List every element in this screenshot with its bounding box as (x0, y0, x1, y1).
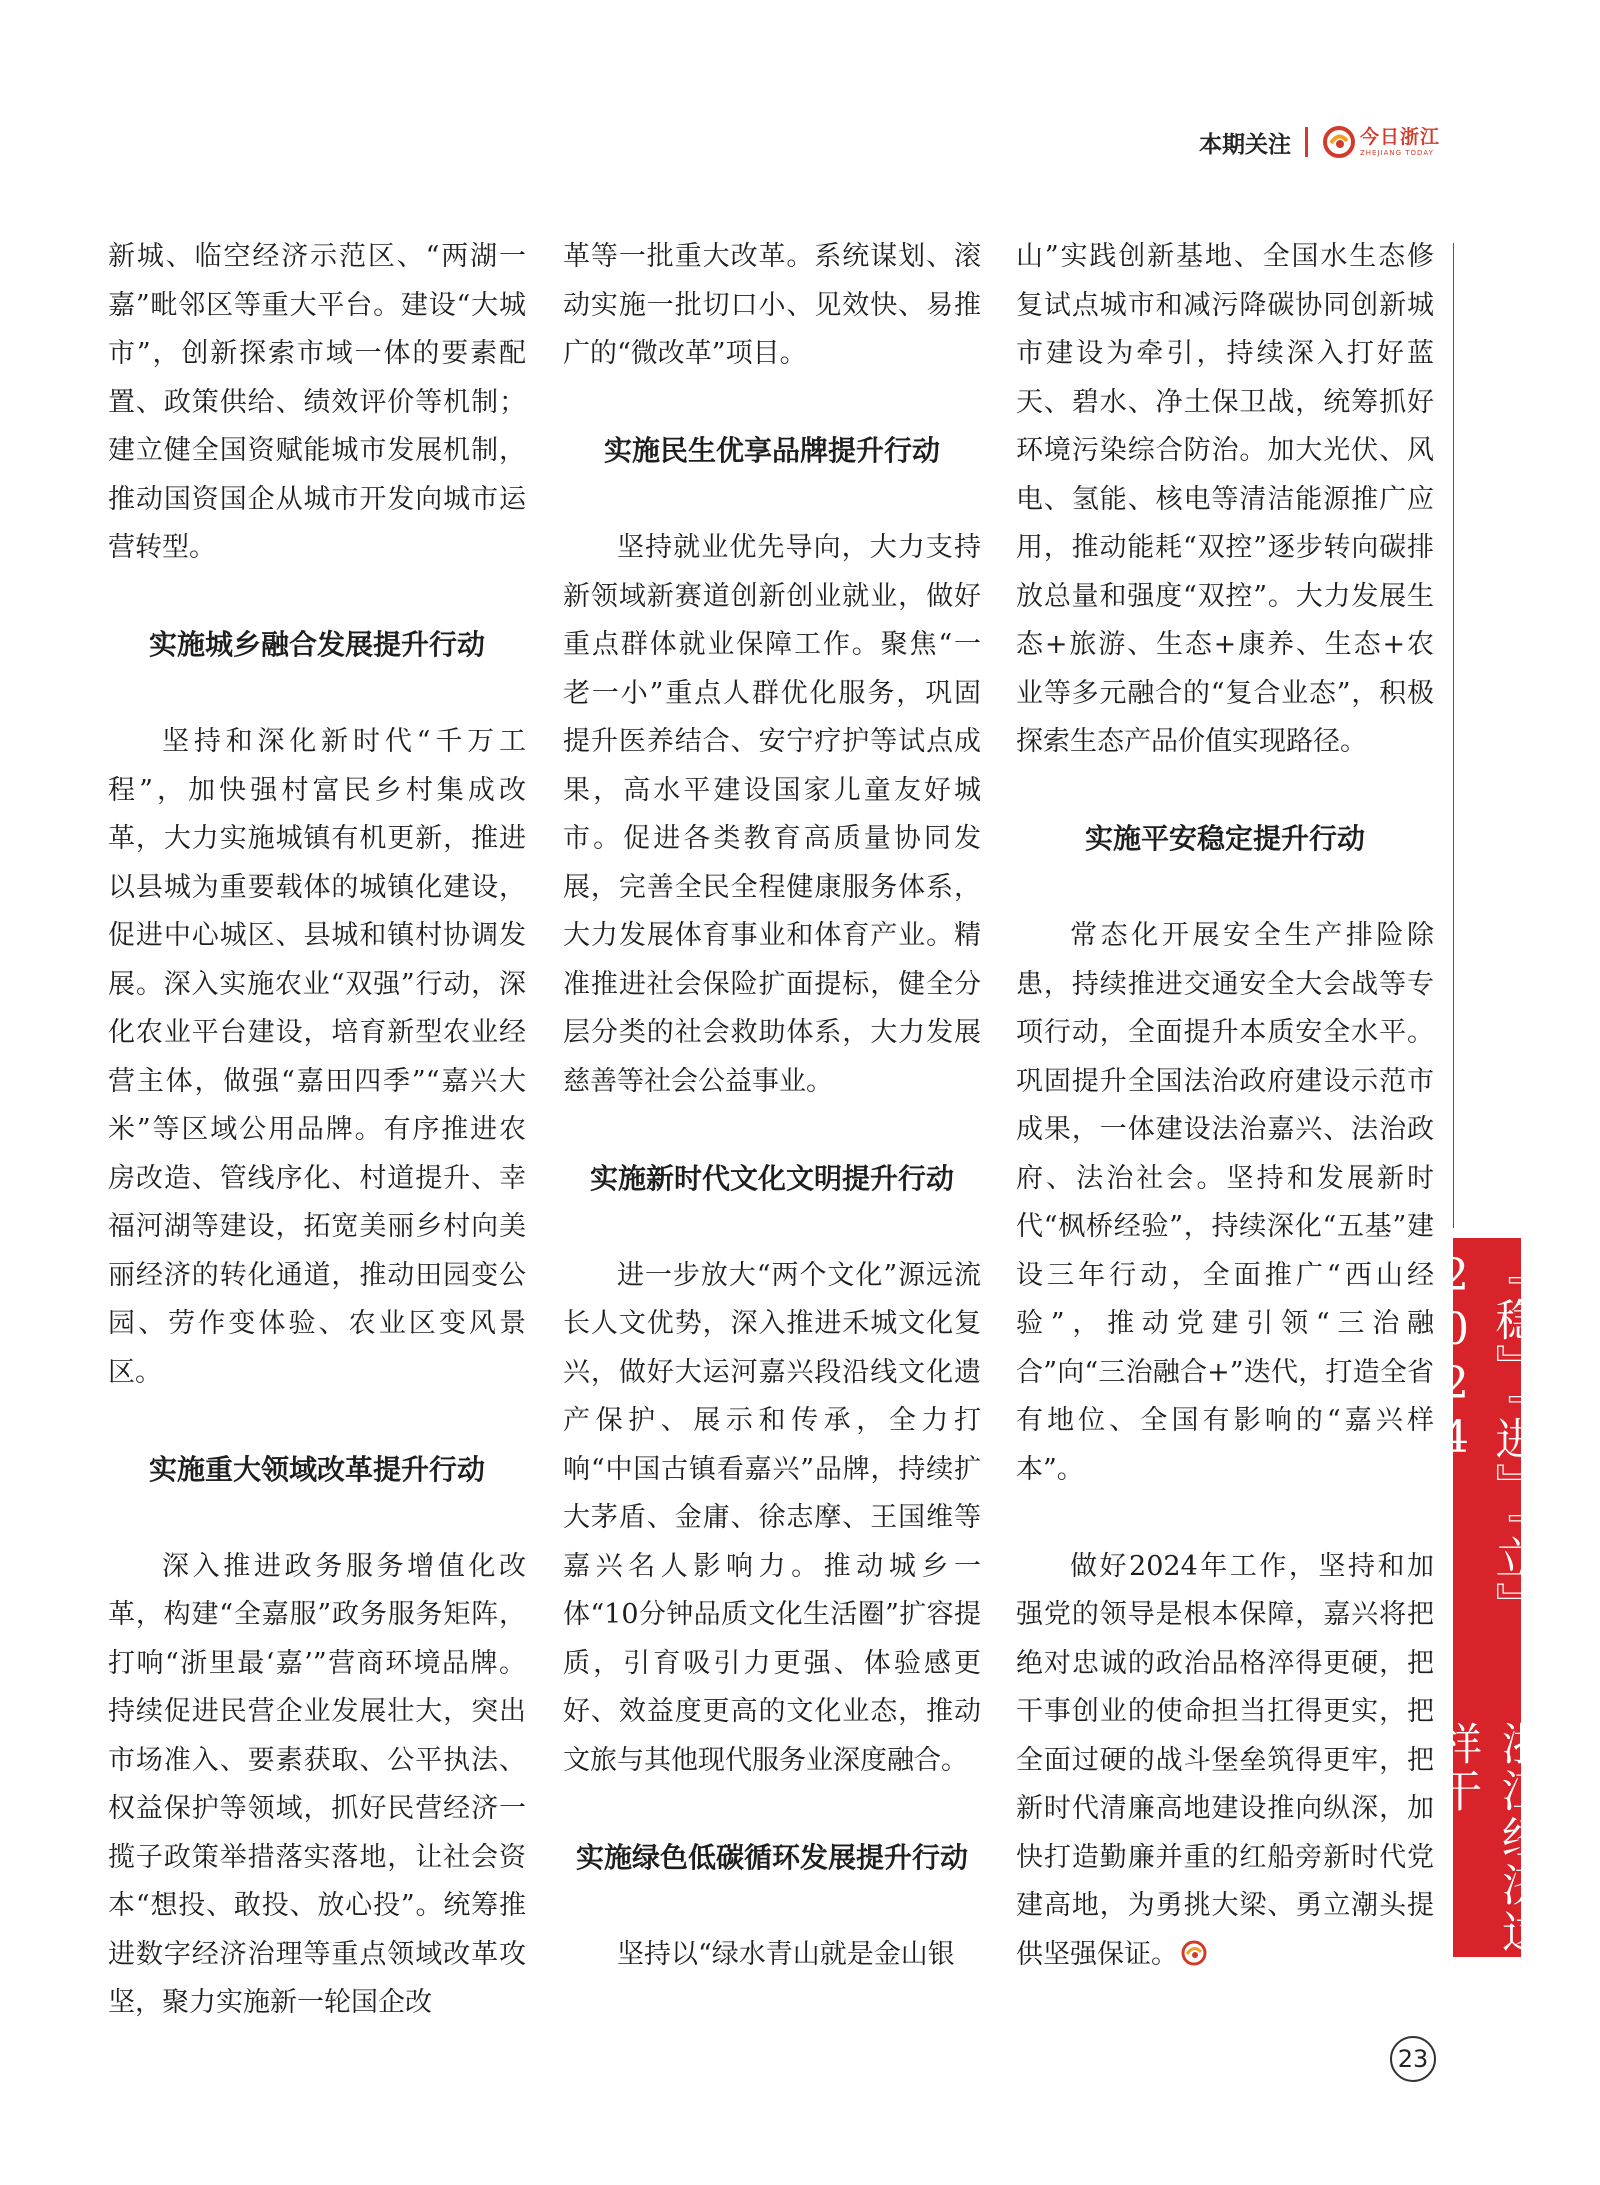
text-column-3 (1016, 233, 1434, 1979)
paragraph: 坚持就业优先导向，大力支持新领域新赛道创新创业就业，做好重点群体就业保障工作。聚焦“一老一小”重点人群优化服务，巩固提升医养结合、安宁疗护等试点成果，高水平建设国家儿童友好城市。促进各类教育高质量协同发展，完善全民全程健康服务体系，大力发展体育事业和体育产业。精准推进社会保险扩面提标，健全分层分类的社会救助体系，大力发展慈善等社会公益事业。 (563, 532, 981, 1097)
paragraph: 坚持以“绿水青山就是金山银 (617, 1938, 955, 1970)
page-number: 23 (1390, 2036, 1436, 2082)
paragraph: 常态化开展安全生产排险除患，持续推进交通安全大会战等专项行动，全面提升本质安全水平。巩固提升全国法治政府建设示范市成果，一体建设法治嘉兴、法治政府、法治社会。坚持和发展新时代“枫桥经验”，持续深化“五基”建设三年行动，全面推广“西山经验”，推动党建引领“三治融合”向“三治融合+”迭代，打造全省有地位、全国有影响的“嘉兴样本”。 (1016, 920, 1434, 1485)
section-heading: 实施新时代文化文明提升行动 (589, 1161, 954, 1195)
logo-chinese-text: 今日浙江 (1359, 125, 1440, 148)
paragraph: 进一步放大“两个文化”源远流长人文优势，深入推进禾城文化复兴，做好大运河嘉兴段沿线文化遗产保护、展示和传承，全力打响“中国古镇看嘉兴”品牌，持续扩大茅盾、金庸、徐志摩、王国维等嘉兴名人影响力。推动城乡一体“10分钟品质文化生活圈”扩容提质，引育吸引力更强、体验感更好、效益度更高的文化业态，推动文旅与其他现代服务业深度融合。 (563, 1259, 981, 1776)
paragraph: 山”实践创新基地、全国水生态修复试点城市和减污降碳协同创新城市建设为牵引，持续深入打好蓝天、碧水、净土保卫战，统筹抓好环境污染综合防治。加大光伏、风电、氢能、核电等清洁能源推广应用，推动能耗“双控”逐步转向碳排放总量和强度“双控”。大力发展生态+旅游、生态+康养、生态+农业等多元融合的“复合业态”，积极探索生态产品价值实现路径。 (1016, 241, 1434, 757)
section-label: 本期关注 (1198, 131, 1291, 158)
magazine-logo (1322, 125, 1440, 159)
side-banner (1429, 1238, 1545, 1957)
section-heading: 实施平安稳定提升行动 (1084, 822, 1365, 855)
paragraph: 坚持和深化新时代“千万工程”，加快强村富民乡村集成改革，大力实施城镇有机更新，推进以县城为重要载体的城镇化建设，促进中心城区、县城和镇村协调发展。深入实施农业“双强”行动，深化农业平台建设，培育新型农业经营主体，做强“嘉田四季”“嘉兴大米”等区域公用品牌。有序推进农房改造、管线序化、村道提升、幸福河湖等建设，拓宽美丽乡村向美丽经济的转化通道，推动田园变公园、劳作变体验、农业区变风景区。 (108, 726, 526, 1388)
closing-paragraph (1016, 1543, 1434, 1980)
text-column-2 (563, 233, 981, 1979)
header-divider (1305, 127, 1308, 157)
column-divider-line (1453, 243, 1454, 1228)
section-heading: 实施民生优享品牌提升行动 (603, 434, 940, 467)
swirl-logo-icon (1322, 125, 1356, 159)
closing-text: 做好2024年工作，坚持和加强党的领导是根本保障，嘉兴将把绝对忠诚的政治品格淬得更硬，把干事创业的使命担当扛得更实，把全面过硬的战斗堡垒筑得更牢，把新时代清廉高地建设推向纵深，加快打造勤廉并重的红船旁新时代党建高地，为勇挑大梁、勇立潮头提供坚强保证。 (1016, 1550, 1434, 1970)
side-banner-title: 『稳』『进』『立』2024 (1429, 1250, 1539, 1629)
section-heading: 实施绿色低碳循环发展提升行动 (575, 1840, 968, 1874)
page-header (1199, 124, 1440, 160)
side-banner-subtitle: 浙江经济这样干 (1430, 1720, 1545, 1956)
paragraph: 新城、临空经济示范区、“两湖一嘉”毗邻区等重大平台。建设“大城市”，创新探索市域一体的要素配置、政策供给、绩效评价等机制；建立健全国资赋能城市发展机制，推动国资国企从城市开发向城市运营转型。 (108, 241, 526, 563)
paragraph: 革等一批重大改革。系统谋划、滚动实施一批切口小、见效快、易推广的“微改革”项目。 (563, 241, 981, 369)
paragraph: 深入推进政务服务增值化改革，构建“全嘉服”政务服务矩阵，打响“浙里最‘嘉’”营商环境品牌。持续促进民营企业发展壮大，突出市场准入、要素获取、公平执法、权益保护等领域，抓好民营经济一揽子政策举措落实落地，让社会资本“想投、敢投、放心投”。统筹推进数字经济治理等重点领域改革攻坚，聚力实施新一轮国企改 (108, 1550, 526, 2018)
section-heading: 实施城乡融合发展提升行动 (148, 628, 485, 661)
logo-english-text: ZHEJIANG TODAY (1359, 148, 1434, 157)
end-mark-icon (1180, 1939, 1208, 1967)
section-heading: 实施重大领域改革提升行动 (148, 1452, 485, 1486)
text-column-1 (108, 233, 526, 2028)
